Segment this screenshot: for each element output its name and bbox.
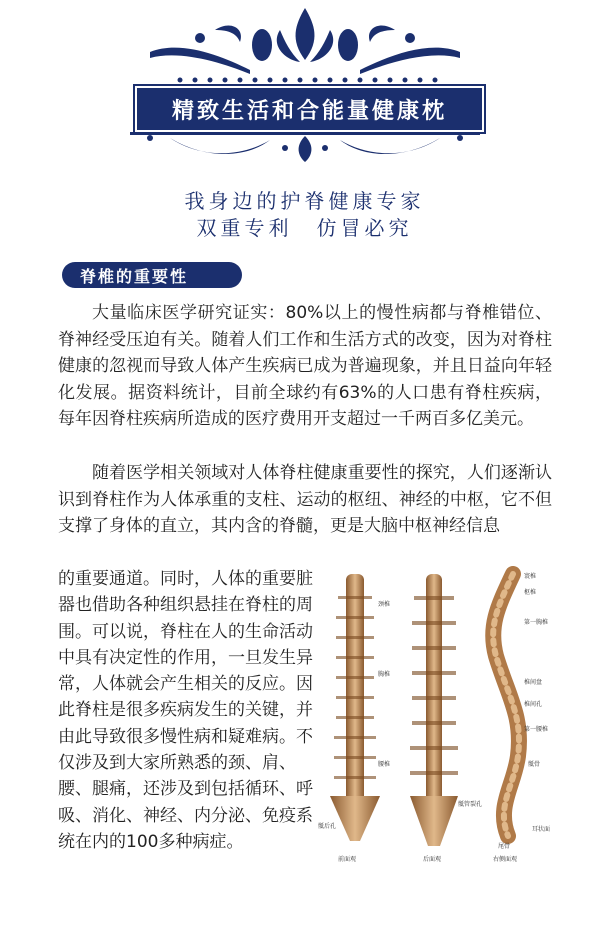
label-coccyx: 尾骨 xyxy=(498,843,511,850)
label-sacral-hiatus: 骶管裂孔 xyxy=(458,801,483,808)
label-disc: 椎间盘 xyxy=(524,679,543,686)
label-thoracic: 胸椎 xyxy=(378,671,391,678)
label-first-lumbar: 第一腰椎 xyxy=(524,726,549,733)
tagline-2: 双重专利 仿冒必究 xyxy=(196,216,413,240)
label-atlas: 寰椎 xyxy=(524,573,537,580)
bottom-ornament xyxy=(0,128,609,168)
label-sacrum: 骶骨 xyxy=(528,761,541,768)
label-cervical: 颈椎 xyxy=(378,601,391,608)
label-intervertebral-foramen: 椎间孔 xyxy=(524,701,543,708)
label-first-thoracic: 第一胸椎 xyxy=(524,619,549,626)
caption-back: 后面观 xyxy=(423,856,442,863)
paragraph-3: 的重要通道。同时，人体的重要脏器也借助各种组织悬挂在脊柱的周围。可以说，脊柱在人的生命活动中具有决定性的作用，一旦发生异常，人体就会产生相关的反应。因此脊柱是很多疾病发生的关键，并由此导致很多慢性病和疑难病。不仅涉及到大家所熟悉的颈、肩、腰、腿痛，还涉及到包括循环、呼吸、消化、神经、内分泌、免疫系统在内的100多种病症。 xyxy=(58,569,313,852)
spine-back-view xyxy=(410,574,458,846)
label-sacral-foramen: 骶后孔 xyxy=(318,823,337,830)
label-ear: 耳状面 xyxy=(532,826,551,833)
tagline-1: 我身边的护脊健康专家 xyxy=(184,189,425,213)
spine-side-view xyxy=(493,574,519,836)
paragraph-1: 大量临床医学研究证实：80%以上的慢性病都与脊椎错位、脊神经受压迫有关。随着人们工作和生活方式的改变，因为对脊柱健康的忽视而导致人体产生疾病已成为普遍现象，并且日益向年轻化发展。据资料统计，目前全球约有63%的人口患有脊柱疾病，每年因脊柱疾病所造成的医疗费用开支超过一千两百多亿美元。 xyxy=(58,303,552,429)
spine-front-view xyxy=(330,574,380,841)
caption-side: 右侧面观 xyxy=(493,856,518,863)
page-title: 精致生活和合能量健康枕 xyxy=(135,86,484,132)
section-heading: 脊椎的重要性 xyxy=(62,262,242,288)
label-axis: 枢椎 xyxy=(524,589,537,596)
paragraph-2: 随着医学相关领域对人体脊柱健康重要性的探究，人们逐渐认识到脊柱作为人体承重的支柱、运动的枢纽、神经的中枢，它不但支撑了身体的直立，其内含的脊髓，更是大脑中枢神经信息 xyxy=(58,463,552,536)
spine-illustration xyxy=(318,566,556,866)
label-lumbar: 腰椎 xyxy=(378,761,391,768)
top-ornament xyxy=(0,0,609,90)
caption-front: 前面观 xyxy=(338,856,357,863)
